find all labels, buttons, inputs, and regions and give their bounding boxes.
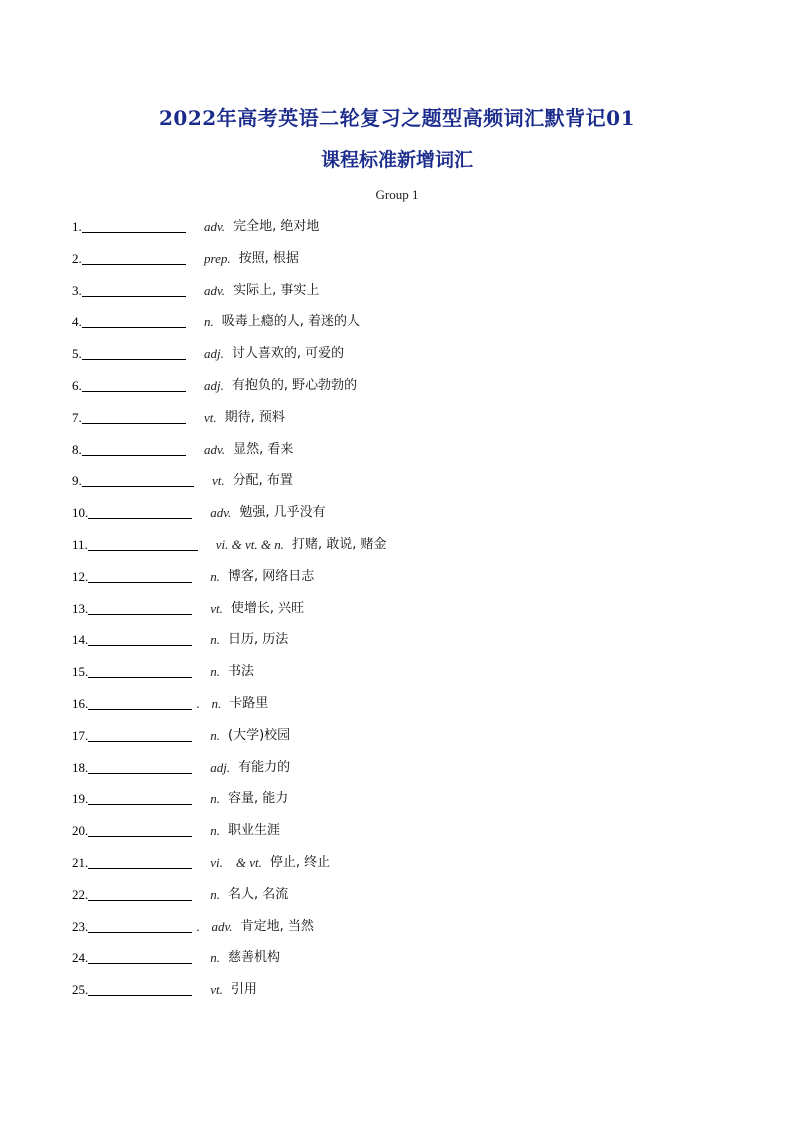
blank-suffix: .: [196, 918, 200, 934]
item-number: 13.: [72, 600, 89, 616]
part-of-speech: n.: [210, 568, 220, 584]
chinese-meaning: 慈善机构: [228, 950, 281, 966]
item-number: 1.: [72, 219, 82, 234]
part-of-speech: adj.: [204, 377, 224, 393]
answer-blank[interactable]: [82, 250, 186, 265]
answer-blank[interactable]: [88, 886, 192, 901]
vocab-row: [72, 441, 752, 473]
answer-blank[interactable]: [82, 441, 186, 456]
answer-blank[interactable]: [88, 568, 192, 583]
answer-blank[interactable]: [88, 918, 192, 933]
vocab-row: [72, 759, 752, 791]
vocab-row: [72, 568, 752, 600]
chinese-meaning: (大学)校园: [228, 727, 291, 743]
page-subtitle: 课程标准新增词汇: [320, 149, 473, 171]
answer-blank[interactable]: [88, 790, 192, 805]
part-of-speech: vt.: [212, 473, 225, 489]
page-title: 2022年高考英语二轮复习之题型高频词汇默背记01: [159, 106, 635, 130]
item-number: 9.: [72, 473, 82, 489]
chinese-meaning: 吸毒上瘾的人, 着迷的人: [221, 314, 361, 330]
answer-blank[interactable]: [88, 663, 192, 678]
item-number: 5.: [72, 346, 82, 362]
vocab-row: [72, 822, 752, 854]
chinese-meaning: 勉强, 几乎没有: [239, 505, 326, 521]
item-number: 14.: [72, 632, 89, 648]
item-number: 7.: [72, 409, 82, 425]
vocab-row: [72, 854, 752, 886]
vocab-row: [72, 377, 752, 409]
part-of-speech: vt.: [204, 409, 217, 425]
chinese-meaning: 书法: [228, 664, 255, 680]
vocab-row: [72, 949, 752, 981]
chinese-meaning: 显然, 看来: [233, 441, 294, 457]
chinese-meaning: 引用: [230, 982, 257, 998]
chinese-meaning: 讨人喜欢的, 可爱的: [231, 346, 345, 362]
part-of-speech: n.: [204, 314, 214, 330]
chinese-meaning: 名人, 名流: [228, 886, 289, 902]
part-of-speech: vi. & vt.: [210, 854, 262, 870]
item-number: 16.: [72, 695, 89, 711]
answer-blank[interactable]: [88, 981, 192, 996]
item-number: 15.: [72, 664, 89, 680]
vocab-row: [72, 663, 752, 695]
answer-blank[interactable]: [88, 504, 192, 519]
item-number: 22.: [72, 886, 89, 902]
answer-blank[interactable]: [82, 345, 186, 360]
vocab-list: [72, 218, 752, 1013]
part-of-speech: n.: [210, 823, 220, 839]
chinese-meaning: 打赌, 敢说, 赌金: [292, 536, 387, 552]
item-number: 8.: [72, 441, 82, 457]
vocab-row: [72, 345, 752, 377]
item-number: 12.: [72, 568, 89, 584]
answer-blank[interactable]: [82, 282, 186, 297]
part-of-speech: vt.: [210, 982, 223, 998]
item-number: 2.: [72, 250, 82, 266]
part-of-speech: n.: [210, 727, 220, 743]
part-of-speech: adv.: [204, 282, 226, 298]
chinese-meaning: 实际上, 事实上: [233, 282, 320, 298]
blank-suffix: .: [196, 695, 200, 711]
vocab-row: [72, 886, 752, 918]
chinese-meaning: 肯定地, 当然: [240, 918, 314, 934]
answer-blank[interactable]: [88, 600, 192, 615]
part-of-speech: n.: [210, 791, 220, 807]
vocab-row: [72, 250, 752, 282]
part-of-speech: adj.: [204, 346, 224, 362]
vocab-row: [72, 218, 752, 250]
part-of-speech: adv.: [211, 918, 233, 934]
vocab-row: [72, 631, 752, 663]
chinese-meaning: 卡路里: [229, 695, 269, 711]
part-of-speech: n.: [210, 632, 220, 648]
part-of-speech: n.: [210, 950, 220, 966]
vocab-row: [72, 981, 752, 1013]
part-of-speech: n.: [211, 695, 222, 711]
vocab-row: [72, 282, 752, 314]
chinese-meaning: 期待, 预料: [224, 409, 285, 425]
group-label: Group 1: [375, 187, 419, 202]
answer-blank[interactable]: [88, 727, 192, 742]
chinese-meaning: 容量, 能力: [228, 791, 289, 807]
vocab-row: [72, 918, 752, 950]
chinese-meaning: 有能力的: [238, 759, 291, 775]
vocab-row: [72, 409, 752, 441]
answer-blank[interactable]: [82, 218, 186, 233]
answer-blank[interactable]: [82, 377, 186, 392]
part-of-speech: adv.: [204, 441, 226, 457]
answer-blank[interactable]: [88, 854, 192, 869]
answer-blank[interactable]: [88, 631, 192, 646]
item-number: 25.: [72, 982, 89, 998]
vocab-row: [72, 472, 752, 504]
item-number: 6.: [72, 377, 82, 393]
item-number: 19.: [72, 791, 89, 807]
part-of-speech: adj.: [210, 759, 231, 775]
answer-blank[interactable]: [82, 313, 186, 328]
part-of-speech: adv.: [204, 219, 226, 234]
part-of-speech: adv.: [210, 505, 232, 521]
part-of-speech: prep.: [204, 250, 231, 266]
vocab-row: [72, 536, 752, 568]
part-of-speech: n.: [210, 664, 220, 680]
vocab-row: [72, 313, 752, 345]
item-number: 11.: [72, 536, 88, 552]
item-number: 21.: [72, 854, 89, 870]
answer-blank[interactable]: [88, 759, 192, 774]
item-number: 23.: [72, 918, 89, 934]
answer-blank[interactable]: [82, 409, 186, 424]
chinese-meaning: 按照, 根据: [238, 250, 299, 266]
answer-blank[interactable]: [88, 822, 192, 837]
item-number: 17.: [72, 727, 89, 743]
item-number: 4.: [72, 314, 82, 330]
vocab-row: [72, 504, 752, 536]
vocab-row: [72, 790, 752, 822]
item-number: 20.: [72, 823, 89, 839]
answer-blank[interactable]: [88, 695, 192, 710]
item-number: 10.: [72, 505, 89, 521]
chinese-meaning: 完全地, 绝对地: [233, 219, 320, 234]
part-of-speech: n.: [210, 886, 220, 902]
vocab-row: [72, 600, 752, 632]
chinese-meaning: 使增长, 兴旺: [230, 600, 305, 616]
part-of-speech: vi. & vt. & n.: [215, 536, 285, 552]
answer-blank[interactable]: [88, 536, 198, 551]
chinese-meaning: 有抱负的, 野心勃勃的: [231, 377, 358, 393]
vocab-row: [72, 695, 752, 727]
chinese-meaning: 博客, 网络日志: [228, 568, 315, 584]
vocab-row: [72, 727, 752, 759]
item-number: 3.: [72, 282, 82, 298]
item-number: 18.: [72, 759, 89, 775]
chinese-meaning: 停止, 终止: [269, 854, 331, 870]
part-of-speech: vt.: [210, 600, 223, 616]
answer-blank[interactable]: [82, 472, 194, 487]
answer-blank[interactable]: [88, 949, 192, 964]
chinese-meaning: 分配, 布置: [232, 473, 293, 489]
chinese-meaning: 职业生涯: [228, 823, 281, 839]
item-number: 24.: [72, 950, 89, 966]
chinese-meaning: 日历, 历法: [228, 632, 289, 648]
